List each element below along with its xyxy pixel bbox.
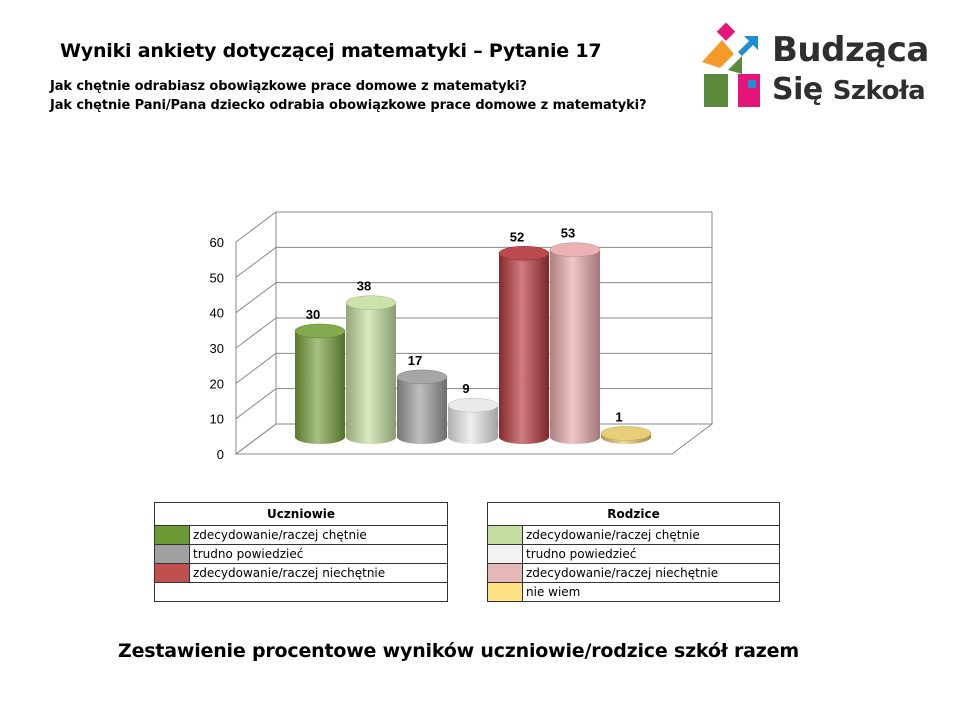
- bar-top: [550, 243, 600, 257]
- data-label: 53: [560, 225, 576, 241]
- legend-label: zdecydowanie/raczej chętnie: [190, 526, 448, 545]
- legend-swatch: [155, 545, 190, 564]
- logo-text-line2b: Szkoła: [832, 76, 926, 106]
- bar-top: [448, 398, 498, 412]
- legend-swatch: [488, 564, 523, 583]
- legend-swatch: [155, 564, 190, 583]
- legend-label: trudno powiedzieć: [190, 545, 448, 564]
- y-tick-label: 10: [209, 411, 224, 427]
- gridline-side: [236, 353, 276, 383]
- page-title: Wyniki ankiety dotyczącej matematyki – Pytanie 17: [60, 40, 602, 62]
- legend-parents-header: Rodzice: [488, 503, 780, 526]
- legend-row-empty: [155, 583, 448, 602]
- bar-top: [295, 324, 345, 338]
- legend-row: [488, 526, 780, 545]
- legend-row: [488, 545, 780, 564]
- logo-text-line2a: Się: [772, 72, 823, 107]
- y-tick-label: 50: [209, 270, 224, 286]
- legend-row: [155, 545, 448, 564]
- legend-row: [155, 526, 448, 545]
- logo-text-line1: Budząca: [772, 30, 929, 70]
- legend-students: [154, 502, 448, 602]
- bar-top: [346, 296, 396, 310]
- legend-label: zdecydowanie/raczej chętnie: [523, 526, 780, 545]
- legend-parents: [487, 502, 780, 602]
- y-tick-label: 0: [216, 447, 224, 462]
- gridline-side: [236, 212, 276, 242]
- bar-body: [295, 331, 345, 444]
- bar-body: [499, 253, 549, 444]
- legend-swatch: [488, 583, 523, 602]
- legend-label: trudno powiedzieć: [523, 545, 780, 564]
- legend-label: zdecydowanie/raczej niechętnie: [523, 564, 780, 583]
- gridline-side: [236, 389, 276, 419]
- legend-swatch: [488, 545, 523, 564]
- legend-swatch: [488, 526, 523, 545]
- data-label: 9: [462, 381, 470, 397]
- legend-row: [488, 564, 780, 583]
- question-parents: Jak chętnie Pani/Pana dziecko odrabia obowiązkowe prace domowe z matematyki?: [50, 98, 647, 113]
- bar-top: [397, 370, 447, 384]
- data-label: 1: [615, 409, 623, 425]
- question-students: Jak chętnie odrabiasz obowiązkowe prace domowe z matematyki?: [50, 79, 527, 94]
- y-tick-label: 60: [209, 235, 224, 250]
- bar-body: [397, 377, 447, 444]
- y-tick-label: 40: [209, 305, 224, 321]
- gridline-side: [236, 283, 276, 313]
- legend-label: zdecydowanie/raczej niechętnie: [190, 564, 448, 583]
- gridline-side: [236, 318, 276, 348]
- y-tick-label: 20: [209, 376, 224, 392]
- bar-body: [346, 303, 396, 444]
- data-label: 52: [509, 229, 525, 245]
- data-label: 30: [305, 307, 321, 322]
- legend-label: nie wiem: [523, 583, 780, 602]
- bar-top: [499, 246, 549, 260]
- data-label: 17: [407, 352, 423, 368]
- data-label: 38: [356, 278, 372, 294]
- legend-row: [155, 564, 448, 583]
- y-tick-label: 30: [209, 341, 224, 356]
- legend-swatch: [155, 526, 190, 545]
- bar-top: [601, 426, 651, 440]
- legend-row: [488, 583, 780, 602]
- gridline-side: [236, 247, 276, 277]
- bar-body: [550, 250, 600, 444]
- legend-students-header: Uczniowie: [155, 503, 448, 526]
- footer-caption: Zestawienie procentowe wyników uczniowie/rodzice szkół razem: [118, 640, 799, 662]
- legend-empty-cell: [155, 583, 448, 602]
